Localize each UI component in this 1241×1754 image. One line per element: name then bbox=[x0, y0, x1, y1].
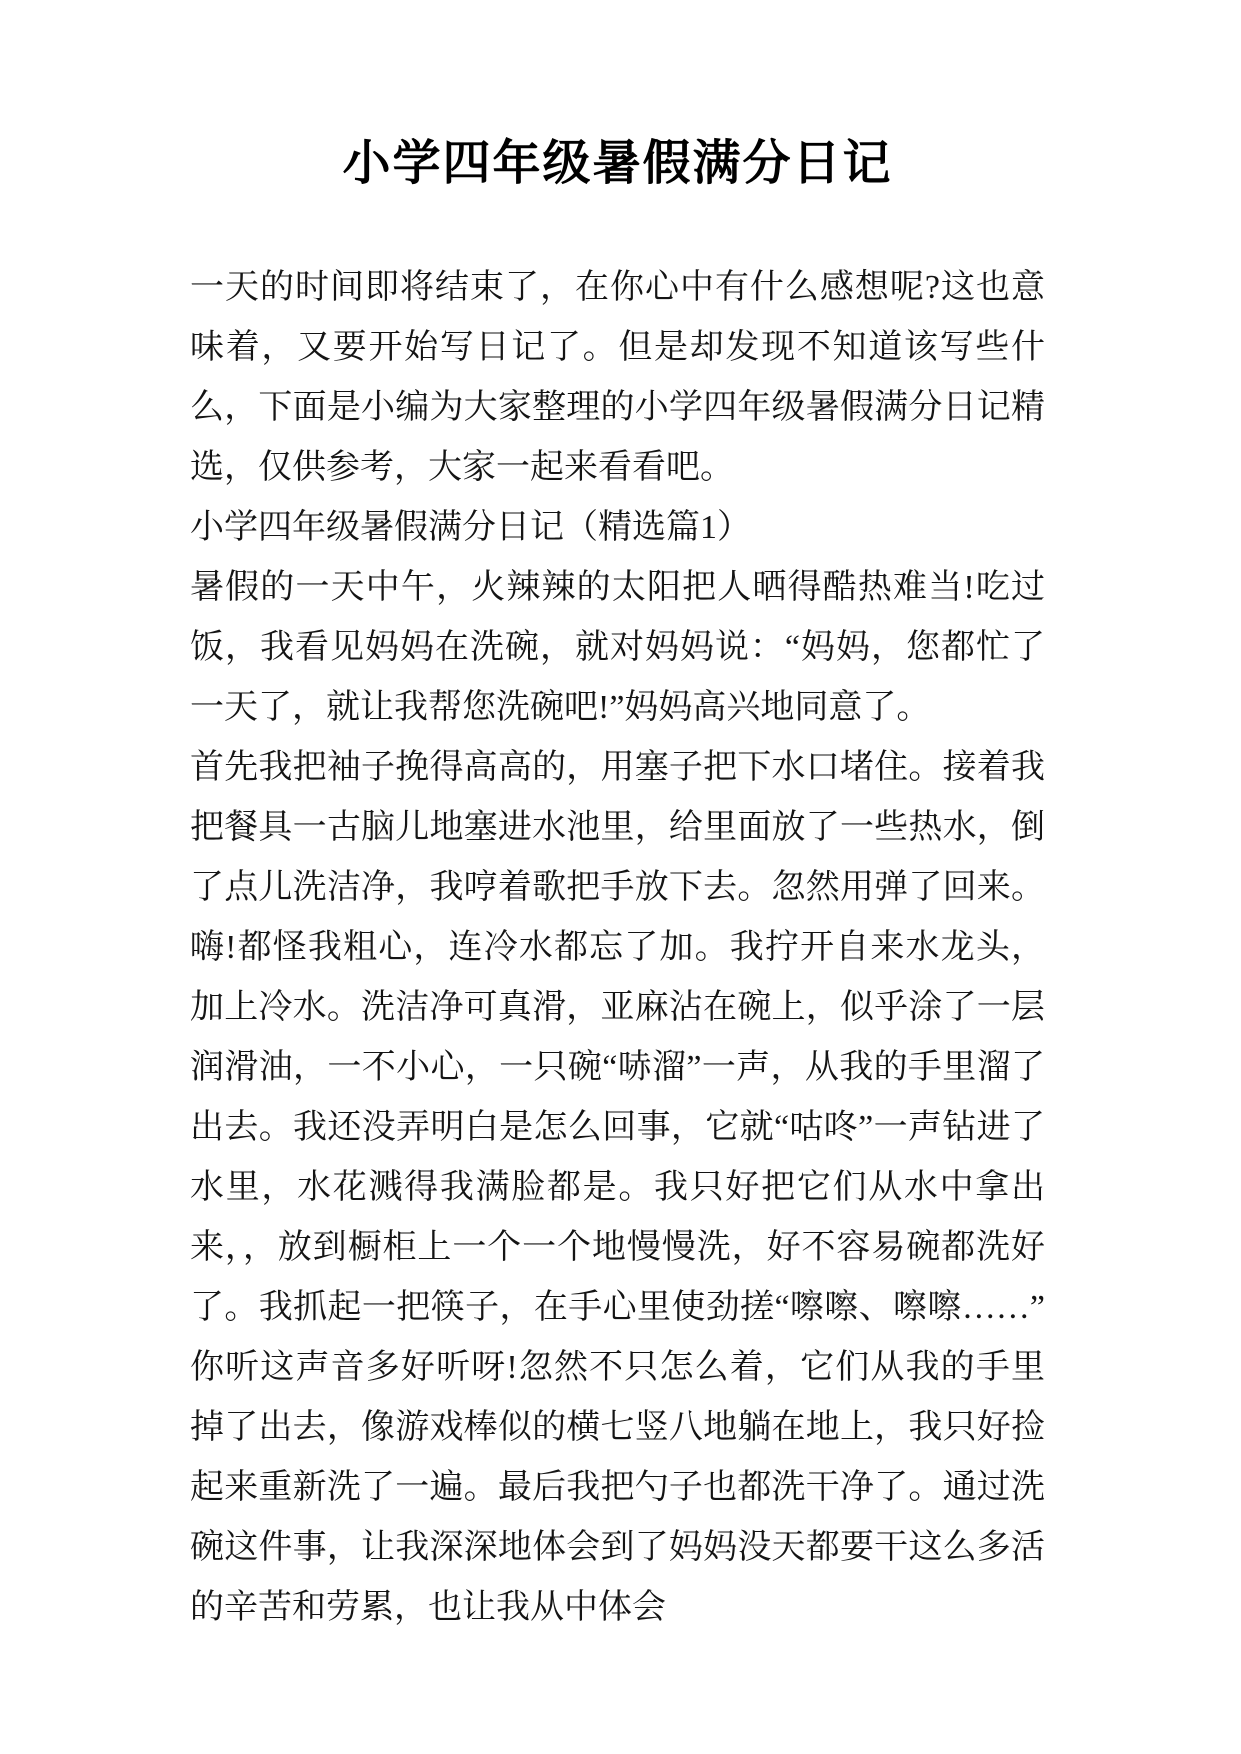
paragraph: 暑假的一天中午，火辣辣的太阳把人晒得酷热难当!吃过饭，我看见妈妈在洗碗，就对妈妈说：“妈妈，您都忙了一天了，就让我帮您洗碗吧!”妈妈高兴地同意了。 bbox=[190, 569, 1045, 726]
paragraph: 首先我把袖子挽得高高的，用塞子把下水口堵住。接着我把餐具一古脑儿地塞进水池里，给里面放了一些热水，倒了点儿洗洁净，我哼着歌把手放下去。忽然用弹了回来。嗨!都怪我粗心，连冷水都忘了加。我拧开自来水龙头，加上冷水。洗洁净可真滑，亚麻沾在碗上，似乎涂了一层润滑油，一不小心，一只碗“哧溜”一声，从我的手里溜了出去。我还没弄明白是怎么回事，它就“咕咚”一声钻进了水里，水花溅得我满脸都是。我只好把它们从水中拿出来，，放到橱柜上一个一个地慢慢洗，好不容易碗都洗好了。我抓起一把筷子，在手心里使劲搓“嚓嚓、嚓嚓……”你听这声音多好听呀!忽然不只怎么着，它们从我的手里掉了出去，像游戏棒似的横七竖八地躺在地上，我只好捡起来重新洗了一遍。最后我把勺子也都洗干净了。通过洗碗这件事，让我深深地体会到了妈妈没天都要干这么多活的辛苦和劳累，也让我从中体会 bbox=[190, 749, 1045, 1626]
section-heading: 小学四年级暑假满分日记（精选篇1） bbox=[190, 509, 751, 546]
page-title: 小学四年级暑假满分日记 bbox=[342, 137, 893, 190]
paragraph: 一天的时间即将结束了，在你心中有什么感想呢?这也意味着，又要开始写日记了。但是却发现不知道该写些什么，下面是小编为大家整理的小学四年级暑假满分日记精选，仅供参考，大家一起来看看吧。 bbox=[190, 269, 1045, 486]
article-body bbox=[190, 258, 1045, 1638]
